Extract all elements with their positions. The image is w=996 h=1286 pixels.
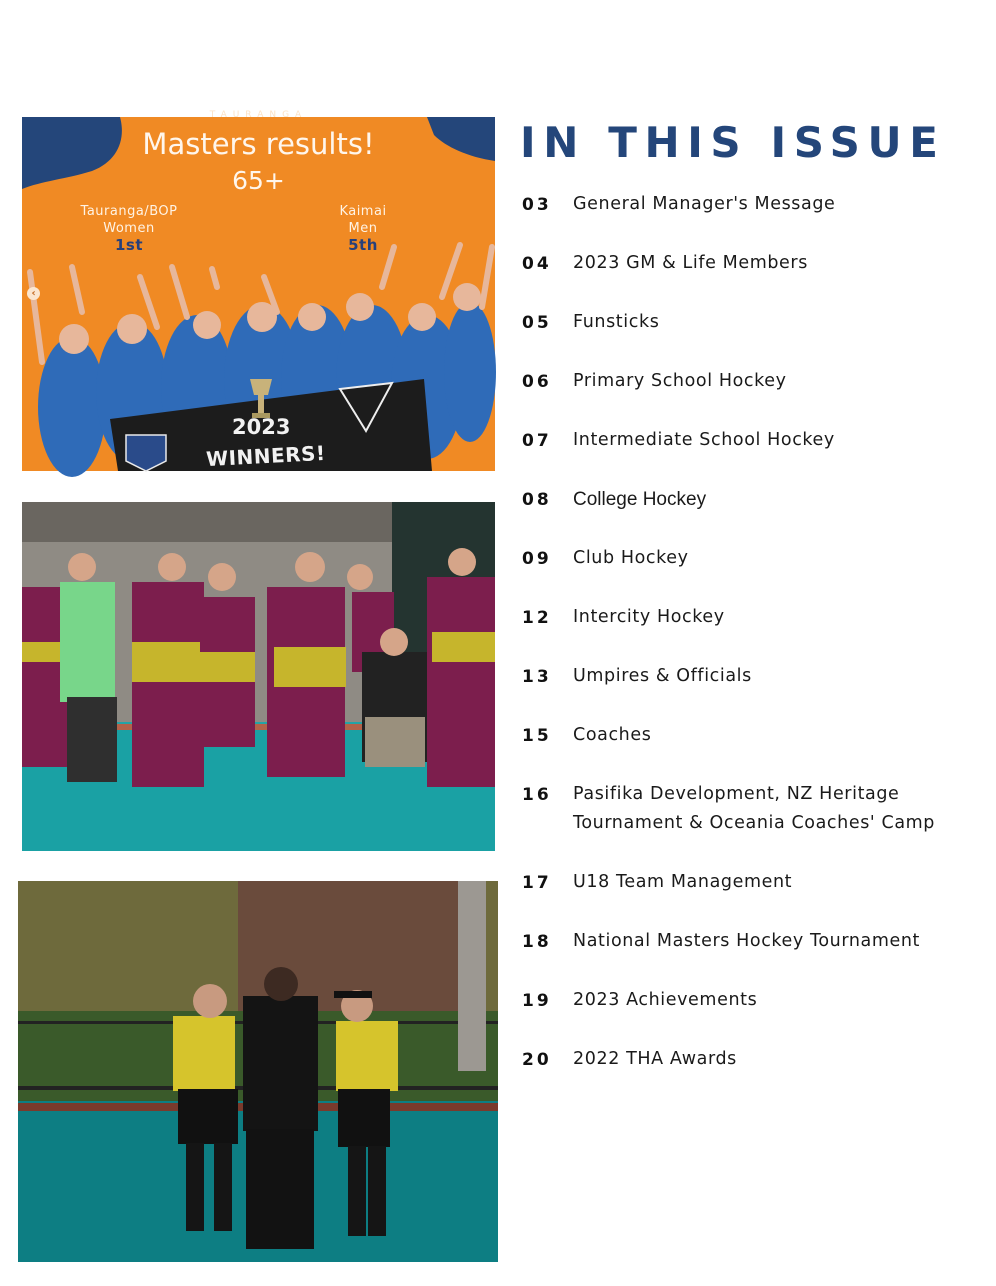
contents-item[interactable] (522, 190, 992, 249)
contents-item[interactable] (522, 367, 992, 426)
banner-text: WINNERS! (205, 440, 327, 472)
team-name-line2: Women (103, 221, 155, 236)
page-title: IN THIS ISSUE (520, 118, 946, 167)
contents-item[interactable] (522, 426, 992, 485)
section-title: Coaches (573, 725, 652, 745)
contents-item[interactable] (522, 780, 992, 868)
section-title: Club Hockey (573, 548, 689, 568)
page-number: 13 (522, 667, 552, 687)
section-title: College Hockey (573, 489, 707, 510)
section-title: National Masters Hockey Tournament (573, 931, 920, 951)
photo-subtitle: 65+ (232, 166, 285, 195)
team-result-tauranga (74, 203, 184, 254)
banner-year: 2023 (232, 415, 291, 439)
section-title: Funsticks (573, 312, 660, 332)
contents-item[interactable] (522, 662, 992, 721)
chevron-left-icon[interactable]: ‹ (27, 287, 40, 300)
page-number: 16 (522, 785, 552, 805)
team-name-line1: Kaimai (339, 204, 387, 219)
section-title: 2022 THA Awards (573, 1049, 737, 1069)
page-number: 20 (522, 1050, 552, 1070)
contents-list (522, 190, 992, 1104)
page-number: 03 (522, 195, 552, 215)
masters-results-photo (22, 110, 495, 472)
page-number: 09 (522, 549, 552, 569)
contents-item[interactable] (522, 249, 992, 308)
contents-item[interactable] (522, 485, 992, 544)
section-title: Pasifika Development, NZ Heritage Tournament & Oceania Coaches' Camp (573, 784, 936, 833)
page-number: 12 (522, 608, 552, 628)
team-name-line2: Men (348, 221, 378, 236)
page-number: 19 (522, 991, 552, 1011)
contents-item[interactable] (522, 986, 992, 1045)
section-title: Intercity Hockey (573, 607, 725, 627)
page-number: 06 (522, 372, 552, 392)
page-number: 18 (522, 932, 552, 952)
section-title: Intermediate School Hockey (573, 430, 835, 450)
contents-item[interactable] (522, 721, 992, 780)
contents-item[interactable] (522, 868, 992, 927)
umpires-photo (18, 881, 498, 1262)
page-number: 15 (522, 726, 552, 746)
team-name-line1: Tauranga/BOP (80, 204, 178, 219)
contents-item[interactable] (522, 544, 992, 603)
section-title: Primary School Hockey (573, 371, 787, 391)
club-hockey-photo (22, 502, 495, 851)
contents-item[interactable] (522, 308, 992, 367)
section-title: U18 Team Management (573, 872, 793, 892)
page-number: 17 (522, 873, 552, 893)
section-title: Umpires & Officials (573, 666, 752, 686)
section-title: General Manager's Message (573, 194, 836, 214)
page-number: 04 (522, 254, 552, 274)
team-result-kaimai (318, 203, 408, 254)
photo-kicker: TAURANGA (209, 110, 308, 120)
team-huddle-illustration (22, 502, 495, 851)
contents-item[interactable] (522, 1045, 992, 1104)
section-title: 2023 GM & Life Members (573, 253, 808, 273)
team-place: 5th (348, 236, 378, 254)
page-number: 08 (522, 490, 552, 510)
page-number: 05 (522, 313, 552, 333)
contents-item[interactable] (522, 603, 992, 662)
section-title: 2023 Achievements (573, 990, 758, 1010)
photo-title: Masters results! (142, 127, 375, 161)
team-place: 1st (114, 236, 144, 254)
umpires-illustration (18, 881, 498, 1262)
contents-item[interactable] (522, 927, 992, 986)
page-number: 07 (522, 431, 552, 451)
